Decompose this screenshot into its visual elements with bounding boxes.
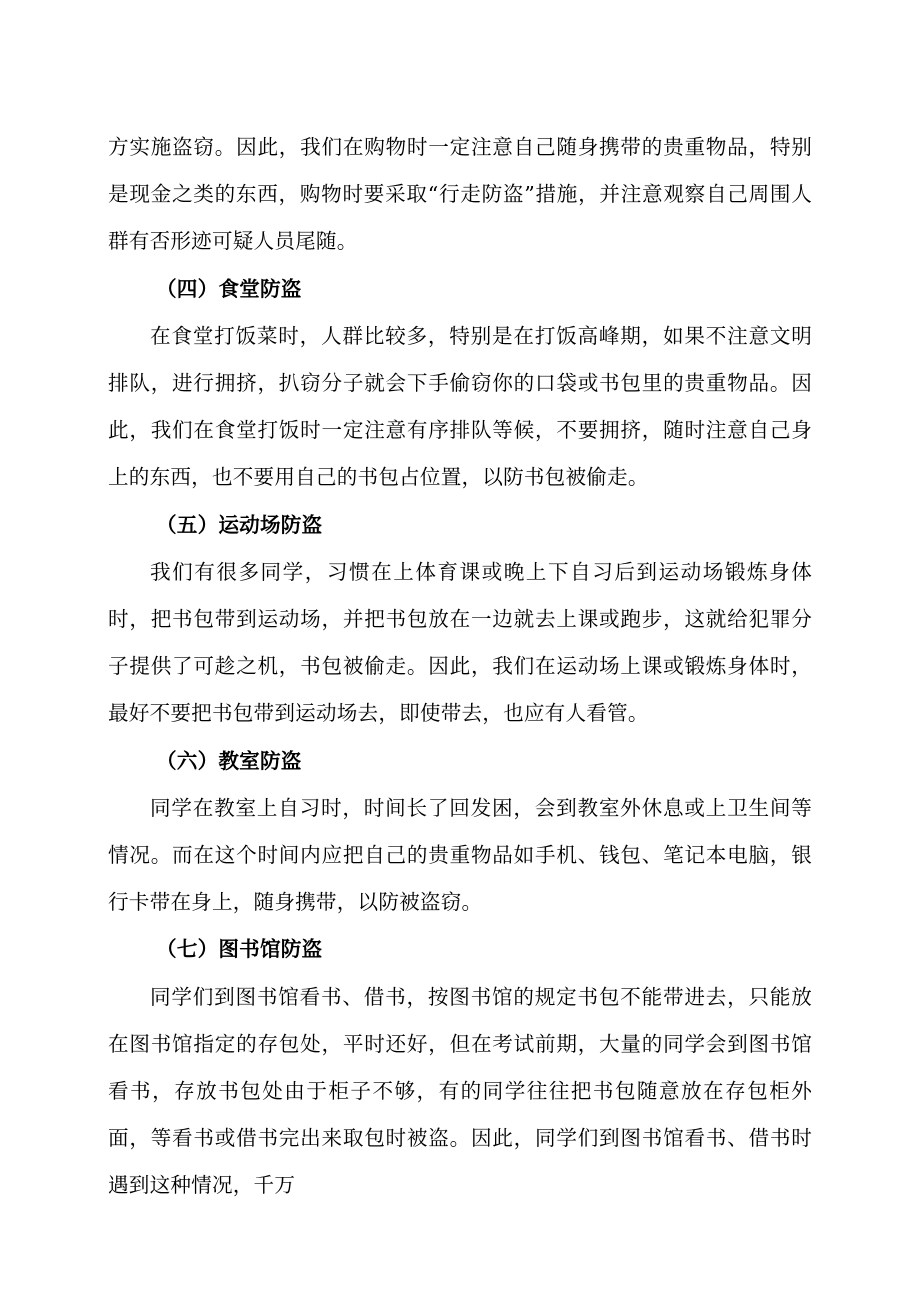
section-body-canteen: 在食堂打饭菜时，人群比较多，特别是在打饭高峰期，如果不注意文明排队，进行拥挤，扒窃分子就会下手偷窃你的口袋或书包里的贵重物品。因此，我们在食堂打饭时一定注意有序排队等候，不要拥挤，随时注意自己身上的东西，也不要用自己的书包占位置，以防书包被偷走。 <box>108 323 812 490</box>
continuation-paragraph: 方实施盗窃。因此，我们在购物时一定注意自己随身携带的贵重物品，特别是现金之类的东西，购物时要采取“行走防盗”措施，并注意观察自己周围人群有否形迹可疑人员尾随。 <box>108 135 812 254</box>
section-heading-canteen: （四）食堂防盗 <box>156 276 302 301</box>
section-heading-library: （七）图书馆防盗 <box>156 937 323 962</box>
section-body-sports-field: 我们有很多同学，习惯在上体育课或晚上下自习后到运动场锻炼身体时，把书包带到运动场，并把书包放在一边就去上课或跑步，这就给犯罪分子提供了可趁之机，书包被偷走。因此，我们在运动场上课或锻炼身体时，最好不要把书包带到运动场去，即使带去，也应有人看管。 <box>108 559 812 726</box>
section-body-classroom: 同学在教室上自习时，时间长了回发困，会到教室外休息或上卫生间等情况。而在这个时间内应把自己的贵重物品如手机、钱包、笔记本电脑，银行卡带在身上，随身携带，以防被盗窃。 <box>108 795 812 915</box>
document-body <box>108 124 812 1210</box>
section-body-library: 同学们到图书馆看书、借书，按图书馆的规定书包不能带进去，只能放在图书馆指定的存包处，平时还好，但在考试前期，大量的同学会到图书馆看书，存放书包处由于柜子不够，有的同学往往把书包随意放在存包柜外面，等看书或借书完出来取包时被盗。因此，同学们到图书馆看书、借书时遇到这种情况，千万 <box>108 984 812 1198</box>
section-heading-classroom: （六）教室防盗 <box>156 748 302 773</box>
section-heading-sports-field: （五）运动场防盗 <box>156 512 323 537</box>
